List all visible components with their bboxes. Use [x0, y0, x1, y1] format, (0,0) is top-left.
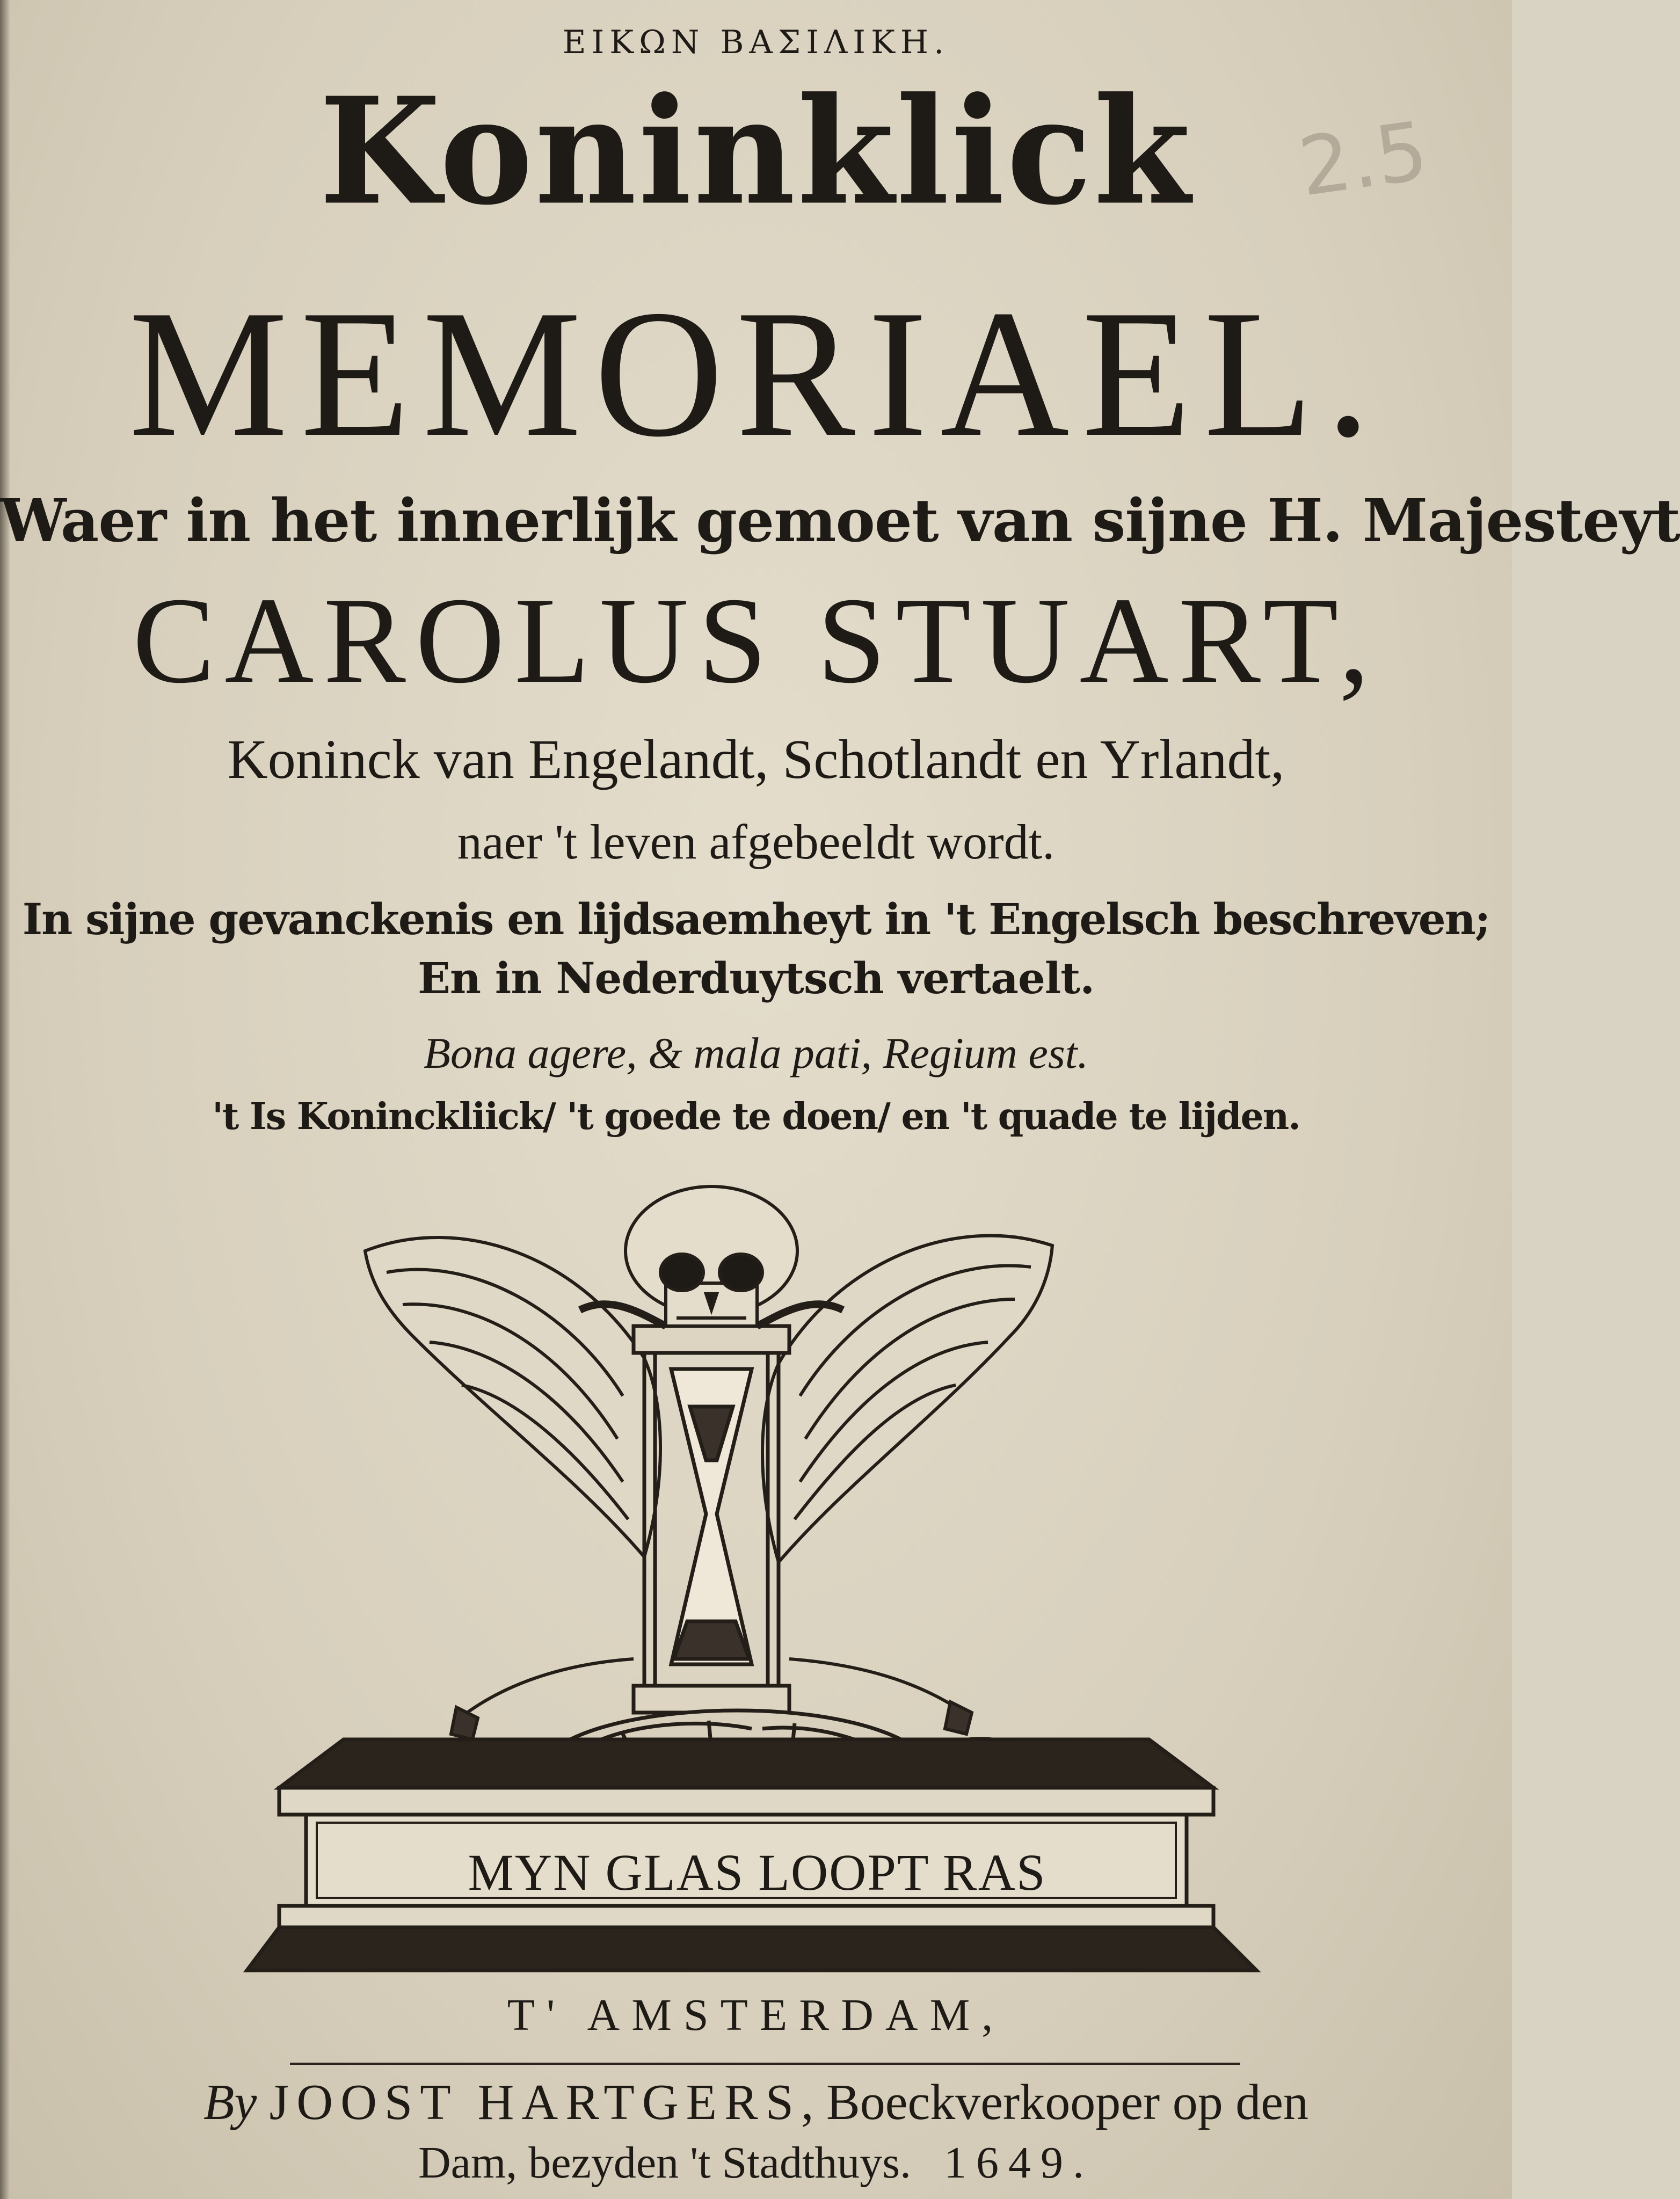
- title-koninklick: Koninklick: [319, 65, 1193, 238]
- greek-title: ΕΙΚΩΝ ΒΑΣΙΛΙΚΗ.: [562, 24, 950, 61]
- imprint-by: By: [203, 2074, 257, 2130]
- emblem-caption: MYN GLAS LOOPT RAS: [468, 1844, 1046, 1901]
- dutch-motto: 't Is Koninckliick/ 't goede te doen/ en 't quade te lijden.: [212, 1095, 1300, 1138]
- name-carolus-stuart: CAROLUS STUART,: [132, 572, 1380, 709]
- title-memoriael: MEMORIAEL.: [128, 272, 1384, 475]
- wing-icon: [365, 1237, 660, 1557]
- naer-line: naer 't leven afgebeeldt wordt.: [457, 814, 1055, 869]
- captivity-line-1: In sijne gevanckenis en lijdsaemheyt in 't Engelsch beschreven;: [22, 894, 1490, 944]
- imprint-printer: JOOST HARTGERS: [269, 2074, 802, 2130]
- imprint-address: Dam, bezyden 't Stadthuys.: [418, 2138, 911, 2188]
- subtitle-blackletter: Waer in het innerlijk gemoet van sijne H. Majesteyt: [0, 486, 1680, 555]
- kingdom-line: Koninck van Engelandt, Schotlandt en Yrlandt,: [227, 729, 1285, 790]
- hourglass-icon: [634, 1326, 789, 1713]
- skull-icon: [580, 1186, 843, 1326]
- wing-icon: [762, 1236, 1052, 1562]
- captivity-line-2: En in Nederduytsch vertaelt.: [417, 953, 1095, 1003]
- emblem-woodcut: [236, 1181, 1278, 1986]
- imprint-line-1: [0, 2073, 1512, 2131]
- imprint-line-2: [0, 2137, 1512, 2189]
- imprint-year: 1649.: [943, 2138, 1094, 2188]
- pencil-mark: 2.5: [1293, 104, 1434, 215]
- imprint-bookseller: , Boeckverkooper op den: [801, 2074, 1308, 2130]
- latin-motto: Bona agere, & mala pati, Regium est.: [423, 1029, 1089, 1077]
- place-amsterdam: T' AMSTERDAM,: [507, 1990, 1005, 2040]
- imprint-rule: [290, 2063, 1240, 2065]
